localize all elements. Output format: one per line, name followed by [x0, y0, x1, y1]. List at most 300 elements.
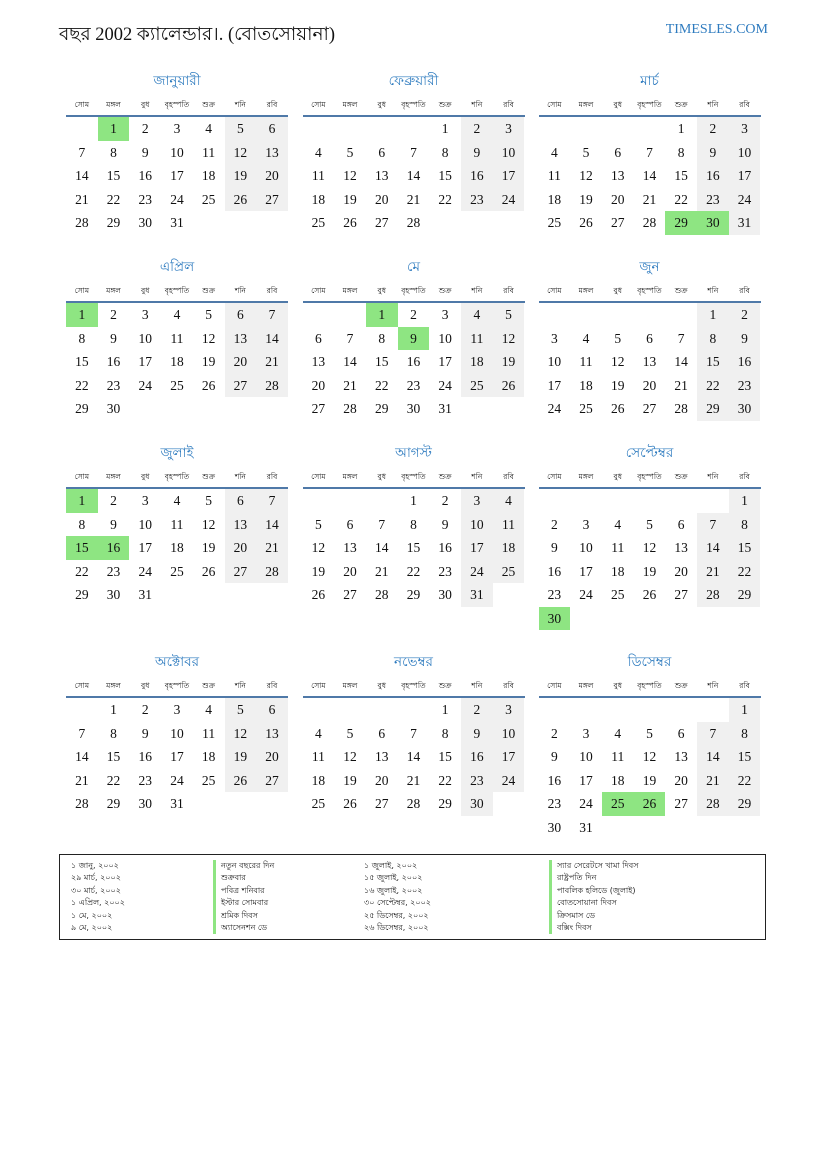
day-cell: 8: [78, 516, 86, 532]
day-cell: 4: [205, 121, 213, 136]
weekday-label: বৃহস্পতি: [164, 286, 190, 295]
day-cell: 14: [697, 536, 729, 560]
header-rule: [539, 696, 761, 698]
day-cell: 23: [461, 769, 493, 793]
day-cell: 8: [729, 513, 761, 537]
day-cell: 21: [256, 536, 288, 560]
day-cell: 25: [170, 377, 184, 393]
month-name: এপ্রিল: [159, 259, 195, 275]
day-cell: 24: [170, 191, 184, 207]
day-cell: 6: [677, 725, 685, 741]
day-cell: 24: [461, 560, 493, 584]
day-cell: 5: [646, 516, 653, 532]
weekday-label: রবি: [266, 681, 278, 690]
day-cell: 17: [138, 540, 152, 555]
day-cell: 7: [78, 725, 86, 741]
day-cell: 16: [106, 354, 121, 369]
day-cell: 11: [611, 540, 625, 555]
day-cell: 27: [256, 188, 288, 212]
day-cell: 18: [201, 168, 216, 183]
weekday-label: বৃহস্পতি: [401, 681, 426, 690]
day-cell: 19: [311, 563, 326, 579]
day-cell: 26: [343, 215, 357, 230]
day-cell: 20: [256, 745, 288, 769]
day-cell: 20: [343, 563, 357, 579]
weekday-label: বৃহস্পতি: [637, 681, 662, 690]
day-cell: 14: [406, 749, 421, 764]
day-cell: 4: [461, 303, 493, 327]
day-cell: 14: [256, 327, 288, 351]
weekday-label: সোম: [74, 472, 90, 481]
holiday-date: ২৬ ডিসেম্বর, ২০০২: [364, 923, 429, 932]
day-cell: 10: [170, 144, 184, 160]
day-cell: 21: [674, 377, 688, 393]
day-cell: 16: [547, 772, 562, 788]
day-cell: 13: [674, 540, 688, 555]
day-cell: 7: [646, 144, 653, 160]
day-cell: 23: [461, 188, 493, 212]
day-cell: 7: [256, 303, 288, 327]
day-cell: 23: [438, 563, 452, 579]
weekday-label: বৃহস্পতি: [637, 100, 662, 109]
weekday-label: বুধ: [377, 681, 386, 690]
weekday-header: [539, 96, 761, 114]
day-cell: 10: [138, 330, 152, 346]
weekday-label: শনি: [707, 286, 719, 295]
holiday-day-cell: 1: [66, 303, 98, 327]
day-cell: 19: [579, 191, 593, 207]
day-cell: 28: [256, 560, 288, 584]
day-cell: 22: [106, 772, 121, 788]
day-cell: 24: [438, 377, 452, 393]
day-cell: 1: [697, 303, 729, 327]
weekday-label: বৃহস্পতি: [164, 472, 190, 481]
day-cell: 7: [677, 330, 685, 346]
weekday-label: শুক্র: [438, 472, 452, 481]
page-header: [59, 18, 768, 46]
weekday-label: সোম: [547, 100, 562, 109]
day-cell: 6: [314, 330, 322, 346]
day-cell: 14: [256, 513, 288, 537]
day-cell: 2: [410, 307, 417, 322]
day-cell: 17: [170, 168, 184, 183]
day-cell: 14: [374, 540, 389, 555]
weekday-label: সোম: [311, 286, 326, 295]
day-cell: 10: [438, 330, 452, 346]
day-cell: 5: [614, 330, 622, 346]
day-cell: 9: [550, 540, 558, 555]
day-cell: 12: [642, 749, 657, 764]
day-cell: 18: [610, 772, 625, 788]
day-cell: 3: [493, 698, 525, 722]
header-rule: [539, 487, 761, 489]
day-cell: 22: [729, 769, 761, 793]
day-cell: 22: [374, 377, 389, 393]
weekday-label: শুক্র: [438, 681, 452, 690]
site-link[interactable]: TIMESLES.COM: [665, 22, 768, 37]
day-cell: 27: [610, 215, 625, 230]
month-name: জানুয়ারী: [153, 73, 201, 89]
weekday-label: মঙ্গল: [342, 472, 358, 481]
day-cell: 12: [343, 168, 357, 183]
day-cell: 6: [346, 516, 354, 532]
day-cell: 22: [438, 191, 452, 207]
day-cell: 2: [110, 307, 117, 322]
day-cell: 30: [461, 792, 493, 816]
day-cell: 30: [729, 397, 761, 421]
holiday-date: ১ মে, ২০০২: [71, 910, 113, 920]
day-cell: 6: [614, 144, 622, 160]
holiday-name: শুক্রবার: [213, 872, 246, 884]
day-cell: 3: [141, 307, 149, 322]
weekday-label: রবি: [266, 472, 278, 481]
weekday-label: শুক্র: [674, 681, 688, 690]
day-cell: 9: [729, 327, 761, 351]
day-cell: 22: [106, 191, 121, 207]
holiday-date: ১ জুলাই, ২০০২: [364, 861, 418, 870]
day-cell: 24: [493, 769, 525, 793]
day-cell: 8: [78, 330, 86, 346]
day-cell: 18: [610, 563, 625, 579]
day-cell: 2: [141, 702, 149, 717]
day-cell: 28: [674, 401, 688, 416]
day-cell: 18: [170, 354, 184, 369]
day-cell: 23: [406, 377, 421, 393]
day-cell: 18: [170, 540, 184, 555]
day-cell: 30: [406, 401, 421, 416]
day-cell: 13: [374, 168, 389, 183]
day-cell: 7: [346, 330, 354, 346]
day-cell: 2: [461, 117, 493, 141]
day-cell: 3: [441, 307, 449, 322]
day-cell: 26: [343, 796, 357, 811]
day-cell: 16: [697, 164, 729, 188]
weekday-label: রবি: [503, 100, 514, 109]
holiday-date: ৩০ মার্চ, ২০০২: [71, 885, 121, 895]
day-cell: 2: [461, 698, 493, 722]
holiday-day-cell: 9: [398, 327, 430, 351]
day-cell: 24: [138, 377, 152, 393]
weekday-label: শনি: [471, 100, 483, 109]
day-cell: 19: [201, 354, 216, 369]
day-cell: 25: [547, 215, 562, 230]
day-cell: 6: [646, 330, 653, 346]
day-cell: 12: [579, 168, 593, 183]
weekday-header: [303, 468, 525, 486]
day-cell: 9: [110, 330, 117, 346]
day-cell: 2: [550, 725, 558, 741]
weekday-label: মঙ্গল: [578, 286, 594, 295]
month-name: ফেব্রুয়ারী: [388, 73, 439, 89]
day-cell: 21: [406, 191, 421, 207]
day-cell: 4: [614, 516, 622, 532]
holiday-date: ১৬ জুলাই, ২০০২: [364, 885, 423, 895]
weekday-label: শুক্র: [202, 100, 215, 109]
day-cell: 15: [438, 168, 452, 183]
day-cell: 19: [225, 164, 257, 188]
weekday-label: রবি: [739, 472, 750, 481]
day-cell: 12: [201, 516, 216, 532]
day-cell: 8: [441, 725, 449, 741]
day-cell: 31: [170, 215, 184, 230]
weekday-header: [539, 282, 761, 300]
day-cell: 6: [256, 117, 288, 141]
weekday-label: বুধ: [377, 286, 386, 295]
day-cell: 12: [610, 354, 625, 369]
day-cell: 3: [582, 725, 590, 741]
day-cell: 25: [311, 796, 326, 811]
holiday-date: ৩০ সেপ্টেম্বর, ২০০২: [364, 898, 431, 908]
weekday-label: সোম: [547, 472, 562, 481]
weekday-header: [66, 677, 288, 695]
day-cell: 5: [582, 144, 590, 160]
day-cell: 25: [610, 587, 625, 602]
month-name: অক্টোবর: [154, 654, 200, 670]
day-cell: 25: [493, 560, 525, 584]
day-cell: 13: [610, 168, 625, 183]
day-cell: 23: [547, 587, 562, 602]
day-cell: 28: [75, 796, 89, 811]
day-cell: 16: [406, 354, 421, 369]
day-cell: 17: [579, 772, 593, 788]
day-cell: 17: [547, 377, 562, 393]
weekday-label: রবি: [739, 681, 750, 690]
day-cell: 2: [697, 117, 729, 141]
day-cell: 3: [729, 117, 761, 141]
day-cell: 29: [438, 796, 452, 811]
day-cell: 29: [106, 215, 121, 230]
day-cell: 17: [729, 164, 761, 188]
day-cell: 4: [550, 144, 558, 160]
day-cell: 29: [729, 792, 761, 816]
day-cell: 8: [677, 144, 685, 160]
weekday-label: বুধ: [141, 100, 150, 109]
holiday-name: পাবলিক হলিডে (জুলাই): [549, 885, 636, 897]
day-cell: 4: [173, 307, 181, 322]
day-cell: 2: [141, 121, 149, 136]
day-cell: 22: [729, 560, 761, 584]
holiday-name: অ্যাসেনশন ডে: [213, 922, 267, 934]
holiday-day-cell: 30: [697, 211, 729, 235]
day-cell: 14: [642, 168, 657, 183]
weekday-label: মঙ্গল: [578, 681, 594, 690]
day-cell: 11: [611, 749, 625, 764]
day-cell: 22: [674, 191, 688, 207]
day-cell: 3: [461, 489, 493, 513]
day-cell: 27: [642, 401, 657, 416]
day-cell: 28: [256, 374, 288, 398]
day-cell: 26: [201, 563, 216, 579]
day-cell: 17: [493, 164, 525, 188]
weekday-label: শুক্র: [674, 472, 688, 481]
day-cell: 25: [461, 374, 493, 398]
day-cell: 20: [674, 563, 688, 579]
day-cell: 25: [201, 191, 216, 207]
day-cell: 27: [311, 401, 326, 416]
day-cell: 18: [493, 536, 525, 560]
day-cell: 10: [461, 513, 493, 537]
weekday-label: রবি: [503, 472, 514, 481]
day-cell: 25: [170, 563, 184, 579]
day-cell: 28: [343, 401, 357, 416]
weekday-label: মঙ্গল: [342, 100, 358, 109]
holiday-day-cell: 16: [98, 536, 130, 560]
day-cell: 27: [343, 587, 357, 602]
day-cell: 20: [311, 377, 326, 393]
day-cell: 10: [579, 749, 593, 764]
month-name: জুলাই: [160, 445, 194, 461]
day-cell: 12: [225, 722, 257, 746]
day-cell: 11: [461, 327, 493, 351]
day-cell: 29: [374, 401, 389, 416]
weekday-label: শুক্র: [202, 472, 215, 481]
day-cell: 19: [343, 772, 357, 788]
day-cell: 4: [314, 144, 322, 160]
day-cell: 30: [138, 796, 152, 811]
day-cell: 9: [550, 749, 558, 764]
day-cell: 13: [225, 327, 257, 351]
day-cell: 24: [547, 401, 562, 416]
day-cell: 17: [579, 563, 593, 579]
day-cell: 30: [138, 215, 152, 230]
day-cell: 28: [406, 796, 421, 811]
day-cell: 27: [374, 215, 389, 230]
weekday-label: বৃহস্পতি: [164, 100, 190, 109]
holiday-name: ক্রিসমাস ডে: [549, 910, 595, 922]
weekday-label: বুধ: [613, 100, 622, 109]
holiday-date: ১ জানু, ২০০২: [71, 861, 119, 870]
day-cell: 14: [697, 745, 729, 769]
day-cell: 16: [438, 540, 452, 555]
day-cell: 29: [729, 583, 761, 607]
day-cell: 1: [410, 493, 417, 508]
day-cell: 20: [374, 191, 389, 207]
day-cell: 16: [461, 164, 493, 188]
day-cell: 21: [642, 191, 657, 207]
day-cell: 9: [441, 516, 449, 532]
day-cell: 31: [138, 587, 152, 602]
day-cell: 19: [201, 540, 216, 555]
day-cell: 28: [75, 215, 89, 230]
weekday-label: শনি: [234, 100, 246, 109]
holiday-day-cell: 1: [366, 303, 398, 327]
weekday-label: শনি: [234, 681, 246, 690]
day-cell: 19: [642, 563, 657, 579]
weekday-label: বুধ: [377, 100, 386, 109]
day-cell: 20: [674, 772, 688, 788]
day-cell: 6: [225, 489, 257, 513]
day-cell: 23: [138, 772, 152, 788]
day-cell: 4: [314, 725, 322, 741]
day-cell: 24: [138, 563, 152, 579]
weekday-label: মঙ্গল: [106, 681, 121, 690]
weekday-label: বুধ: [141, 286, 150, 295]
day-cell: 24: [493, 188, 525, 212]
weekday-label: শুক্র: [202, 286, 215, 295]
day-cell: 4: [205, 702, 213, 717]
day-cell: 6: [225, 303, 257, 327]
day-cell: 10: [729, 141, 761, 165]
weekday-label: সোম: [311, 100, 326, 109]
day-cell: 21: [374, 563, 389, 579]
day-cell: 10: [138, 516, 152, 532]
weekday-label: বৃহস্পতি: [637, 472, 662, 481]
day-cell: 26: [225, 769, 257, 793]
day-cell: 7: [697, 513, 729, 537]
day-cell: 15: [438, 749, 452, 764]
day-cell: 3: [582, 516, 590, 532]
day-cell: 11: [547, 168, 561, 183]
day-cell: 24: [170, 772, 184, 788]
day-cell: 21: [697, 560, 729, 584]
day-cell: 20: [610, 191, 625, 207]
day-cell: 6: [677, 516, 685, 532]
weekday-label: শনি: [707, 472, 719, 481]
day-cell: 15: [106, 749, 121, 764]
day-cell: 26: [493, 374, 525, 398]
weekday-label: বুধ: [613, 472, 622, 481]
day-cell: 15: [674, 168, 688, 183]
day-cell: 9: [697, 141, 729, 165]
day-cell: 18: [311, 772, 326, 788]
day-cell: 8: [697, 327, 729, 351]
weekday-label: বুধ: [377, 472, 386, 481]
weekday-label: বৃহস্পতি: [637, 286, 662, 295]
weekday-label: বৃহস্পতি: [401, 472, 426, 481]
day-cell: 7: [410, 725, 417, 741]
day-cell: 25: [201, 772, 216, 788]
day-cell: 9: [461, 141, 493, 165]
day-cell: 4: [173, 493, 181, 508]
day-cell: 14: [343, 354, 357, 369]
day-cell: 27: [225, 374, 257, 398]
day-cell: 7: [697, 722, 729, 746]
day-cell: 31: [579, 819, 593, 835]
day-cell: 8: [441, 144, 449, 160]
day-cell: 10: [170, 725, 184, 741]
day-cell: 16: [547, 563, 562, 579]
day-cell: 16: [138, 749, 152, 764]
day-cell: 22: [438, 772, 452, 788]
day-cell: 29: [75, 401, 89, 416]
holiday-name: রাষ্ট্রপতি দিন: [549, 872, 596, 884]
day-cell: 23: [547, 796, 562, 811]
month-name: সেপ্টেম্বর: [625, 445, 674, 461]
weekday-label: বুধ: [613, 286, 622, 295]
day-cell: 4: [582, 330, 590, 346]
day-cell: 3: [550, 330, 558, 346]
weekday-header: [66, 282, 288, 300]
day-cell: 7: [78, 144, 86, 160]
day-cell: 10: [579, 540, 593, 555]
day-cell: 16: [461, 745, 493, 769]
day-cell: 5: [346, 144, 354, 160]
day-cell: 19: [493, 350, 525, 374]
day-cell: 13: [343, 540, 357, 555]
day-cell: 2: [729, 303, 761, 327]
day-cell: 12: [311, 540, 326, 555]
day-cell: 20: [256, 164, 288, 188]
weekday-label: শুক্র: [674, 100, 688, 109]
day-cell: 5: [493, 303, 525, 327]
day-cell: 18: [201, 749, 216, 764]
weekday-label: সোম: [311, 681, 326, 690]
weekday-label: শনি: [707, 100, 719, 109]
day-cell: 17: [138, 354, 152, 369]
day-cell: 29: [75, 587, 89, 602]
day-cell: 13: [225, 513, 257, 537]
day-cell: 11: [202, 725, 216, 741]
